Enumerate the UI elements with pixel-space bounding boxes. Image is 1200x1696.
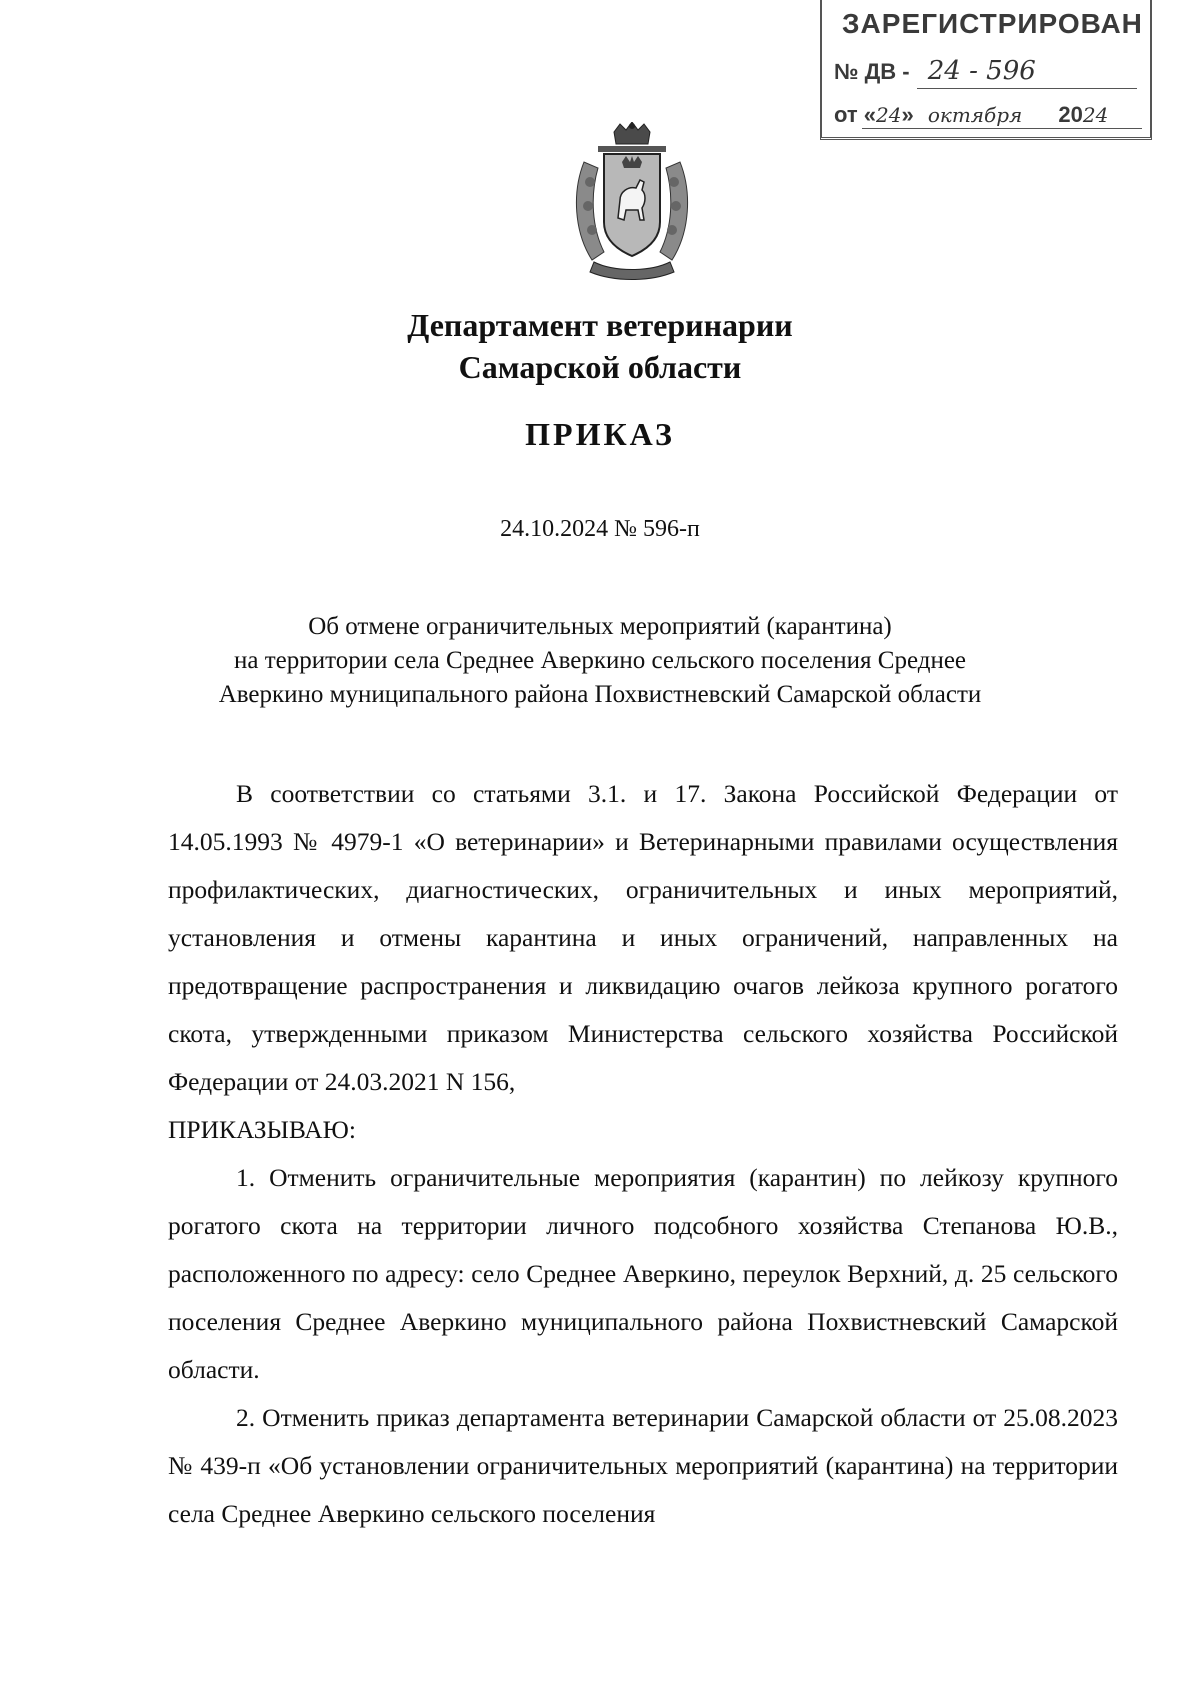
- stamp-date-prefix: от «: [834, 102, 877, 127]
- stamp-date-year-prefix: 20: [1058, 102, 1083, 127]
- stamp-date-month: октября: [927, 103, 1023, 127]
- stamp-date-underline: [862, 128, 1142, 129]
- stamp-number-line: [834, 56, 1036, 86]
- order-word: ПРИКАЗЫВАЮ:: [168, 1115, 356, 1144]
- stamp-number-value: 24 - 596: [927, 56, 1036, 86]
- subject-line-1: Об отмене ограничительных мероприятий (карантина): [308, 613, 892, 640]
- document-subject: [0, 610, 1200, 712]
- stamp-date-line: [834, 102, 1108, 128]
- organization-line-1: Департамент ветеринарии: [407, 307, 793, 343]
- document-date-number: 24.10.2024 № 596-п: [500, 516, 700, 542]
- registration-stamp: [820, 0, 1152, 140]
- coat-of-arms-icon: [570, 122, 694, 282]
- order-item-2: 2. Отменить приказ департамента ветеринарии Самарской области от 25.08.2023 № 439-п «Об установлении ограничительных мероприятий (карантина) на территории села Среднее Аверкино сельского поселения: [168, 1403, 1118, 1528]
- stamp-date-mid: »: [901, 102, 914, 127]
- stamp-number-underline: [917, 88, 1137, 89]
- document-body: [168, 770, 1118, 1538]
- stamp-date-day: 24: [876, 103, 902, 127]
- order-item-1: 1. Отменить ограничительные мероприятия (карантин) по лейкозу крупного рогатого скота на территории личного подсобного хозяйства Степанова Ю.В., расположенного по адресу: село Среднее Аверкино, переулок Верхний, д. 25 сельского поселения Среднее Аверкино муниципального района Похвистневский Самарской области.: [168, 1163, 1118, 1384]
- subject-line-3: Аверкино муниципального района Похвистневский Самарской области: [218, 681, 982, 708]
- stamp-number-label: № ДВ -: [834, 59, 910, 84]
- stamp-title: ЗАРЕГИСТРИРОВАН: [842, 8, 1143, 39]
- organization-line-2: Самарской области: [458, 349, 742, 385]
- subject-line-2: на территории села Среднее Аверкино сельского поселения Среднее: [233, 647, 967, 674]
- stamp-date-year-suffix: 24: [1082, 103, 1109, 127]
- preamble-paragraph: В соответствии со статьями 3.1. и 17. Закона Российской Федерации от 14.05.1993 № 4979-1 «О ветеринарии» и Ветеринарными правилами осуществления профилактических, диагностических, ограничительных и иных мероприятий, установления и отмены карантина и иных ограничений, направленных на предотвращение распространения и ликвидацию очагов лейкоза крупного рогатого скота, утвержденными приказом Министерства сельского хозяйства Российской Федерации от 24.03.2021 N 156,: [168, 779, 1118, 1096]
- organization-name: [0, 304, 1200, 388]
- document-type: ПРИКАЗ: [525, 416, 675, 452]
